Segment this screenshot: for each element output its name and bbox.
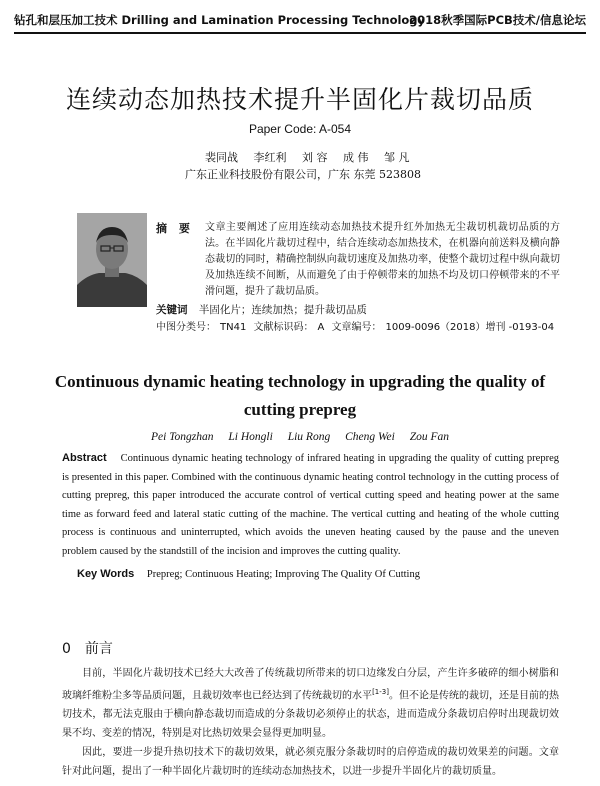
keywords-en (77, 568, 420, 580)
section-heading (62, 638, 113, 658)
clc-label: 中图分类号： (156, 322, 216, 333)
abstract-zh-text: 文章主要阐述了应用连续动态加热技术提升红外加热无尘裁切机裁切品质的方法。在半固化片裁切过程中，结合连续动态加热技术，在机器向前送料及横向静态裁切的同时，精确控制纵向裁切速度及加热功率，使整个裁切过程中纵向裁切及加热连续不间断，从而避免了由于停顿带来的加热不均及切口停顿带来的不平滑问题，提升了裁切品质。 (205, 222, 560, 297)
author-zh: 邹 凡 (384, 151, 410, 164)
abstract-en-label: Abstract (62, 452, 107, 464)
keywords-zh-label: 关键词 (156, 304, 188, 316)
header-rule (14, 32, 586, 34)
header-journal: 钻孔和层压加工技术 Drilling and Lamination Processing Technology (14, 13, 426, 27)
running-header (14, 10, 586, 30)
authors-zh (205, 149, 422, 165)
authors-en (0, 431, 600, 443)
paper-code: Paper Code: A-054 (248, 122, 352, 136)
title-en: Continuous dynamic heating technology in upgrading the quality of cutting prepreg (54, 372, 546, 419)
author-zh: 成 伟 (343, 151, 369, 164)
author-photo (77, 213, 147, 307)
author-en: Pei Tongzhan (151, 431, 214, 443)
author-en: Zou Fan (409, 431, 449, 443)
author-photo-image (77, 213, 147, 307)
author-en: Cheng Wei (345, 431, 395, 443)
abstract-en (62, 449, 559, 561)
header-forum: 2018秋季国际PCB技术/信息论坛 (409, 13, 586, 27)
paragraph (62, 664, 559, 743)
keywords-zh (156, 302, 367, 317)
citation-ref: [1-3] (372, 688, 389, 696)
classification-line (156, 318, 558, 333)
title-zh: 连续动态加热技术提升半固化片裁切品质 (65, 85, 534, 114)
author-en: Liu Rong (287, 431, 331, 443)
article-no-value: 1009-0096（2018）增刊 -0193-04 (385, 322, 555, 333)
doc-code-label: 文献标识码： (253, 322, 314, 333)
paragraph: 因此，要进一步提升热切技术下的裁切效果，就必须克服分条裁切时的启停造成的裁切效果差的问题。文章针对此问题，提出了一种半固化片裁切时的连续动态加热技术，以进一步提升半固化片的裁切质量。 (62, 747, 559, 778)
clc-value: TN41 (220, 322, 247, 333)
section-title: 前言 (84, 641, 113, 657)
author-zh: 裴同战 (205, 151, 238, 164)
paragraph-text: 。但不论是传统的裁切，还是目前的热切技术，都无法克服由于横向静态裁切而造成的分条裁切必须停止的状态，进而造成分条裁切启停时出现裁切效果不均、变差的情况，特别是对比热切效果会显得更加明显。 (62, 690, 560, 740)
abstract-zh-label: 摘 要 (156, 222, 194, 235)
abstract-en-text: Continuous dynamic heating technology of infrared heating in upgrading the quality of cutting prepreg is presented in this paper. Combined with the continuous dynamic heating control technology in the cutting process of cutting prepreg, this paper introduced the accurate control of vertical cutting speed and heating power at the same time as forward feed and lateral static cutting of the machine. The vertical cutting and heating of the whole cutting process is continuous and uninterrupted, which avoids the uneven heating caused by the pause and the uneven problem caused by the standstill of the incision and improves the cutting quality. (62, 453, 559, 557)
author-zh: 李红利 (253, 151, 287, 164)
section-number: 0 (62, 641, 71, 657)
author-zh: 刘 容 (302, 151, 328, 164)
doc-code-value: A (317, 322, 325, 333)
article-no-label: 文章编号： (331, 322, 382, 333)
keywords-en-text: Prepreg; Continuous Heating; Improving The Quality Of Cutting (146, 569, 420, 580)
body-text (62, 664, 559, 781)
affiliation-zh: 广东正业科技股份有限公司，广东 东莞 523808 (185, 168, 421, 181)
author-en: Li Hongli (228, 431, 273, 443)
paragraph-text: 目前，半固化片裁切技术已经大大改善了传统裁切所带来的切口边缘发白分层，产生许多破碎的细小树脂和玻璃纤维粉尘多等品质问题，且裁切效率也已经达到了传统裁切的水平 (62, 668, 559, 702)
keywords-en-label: Key Words (77, 568, 135, 580)
keywords-zh-text: 半固化片；连续加热；提升裁切品质 (198, 304, 367, 316)
